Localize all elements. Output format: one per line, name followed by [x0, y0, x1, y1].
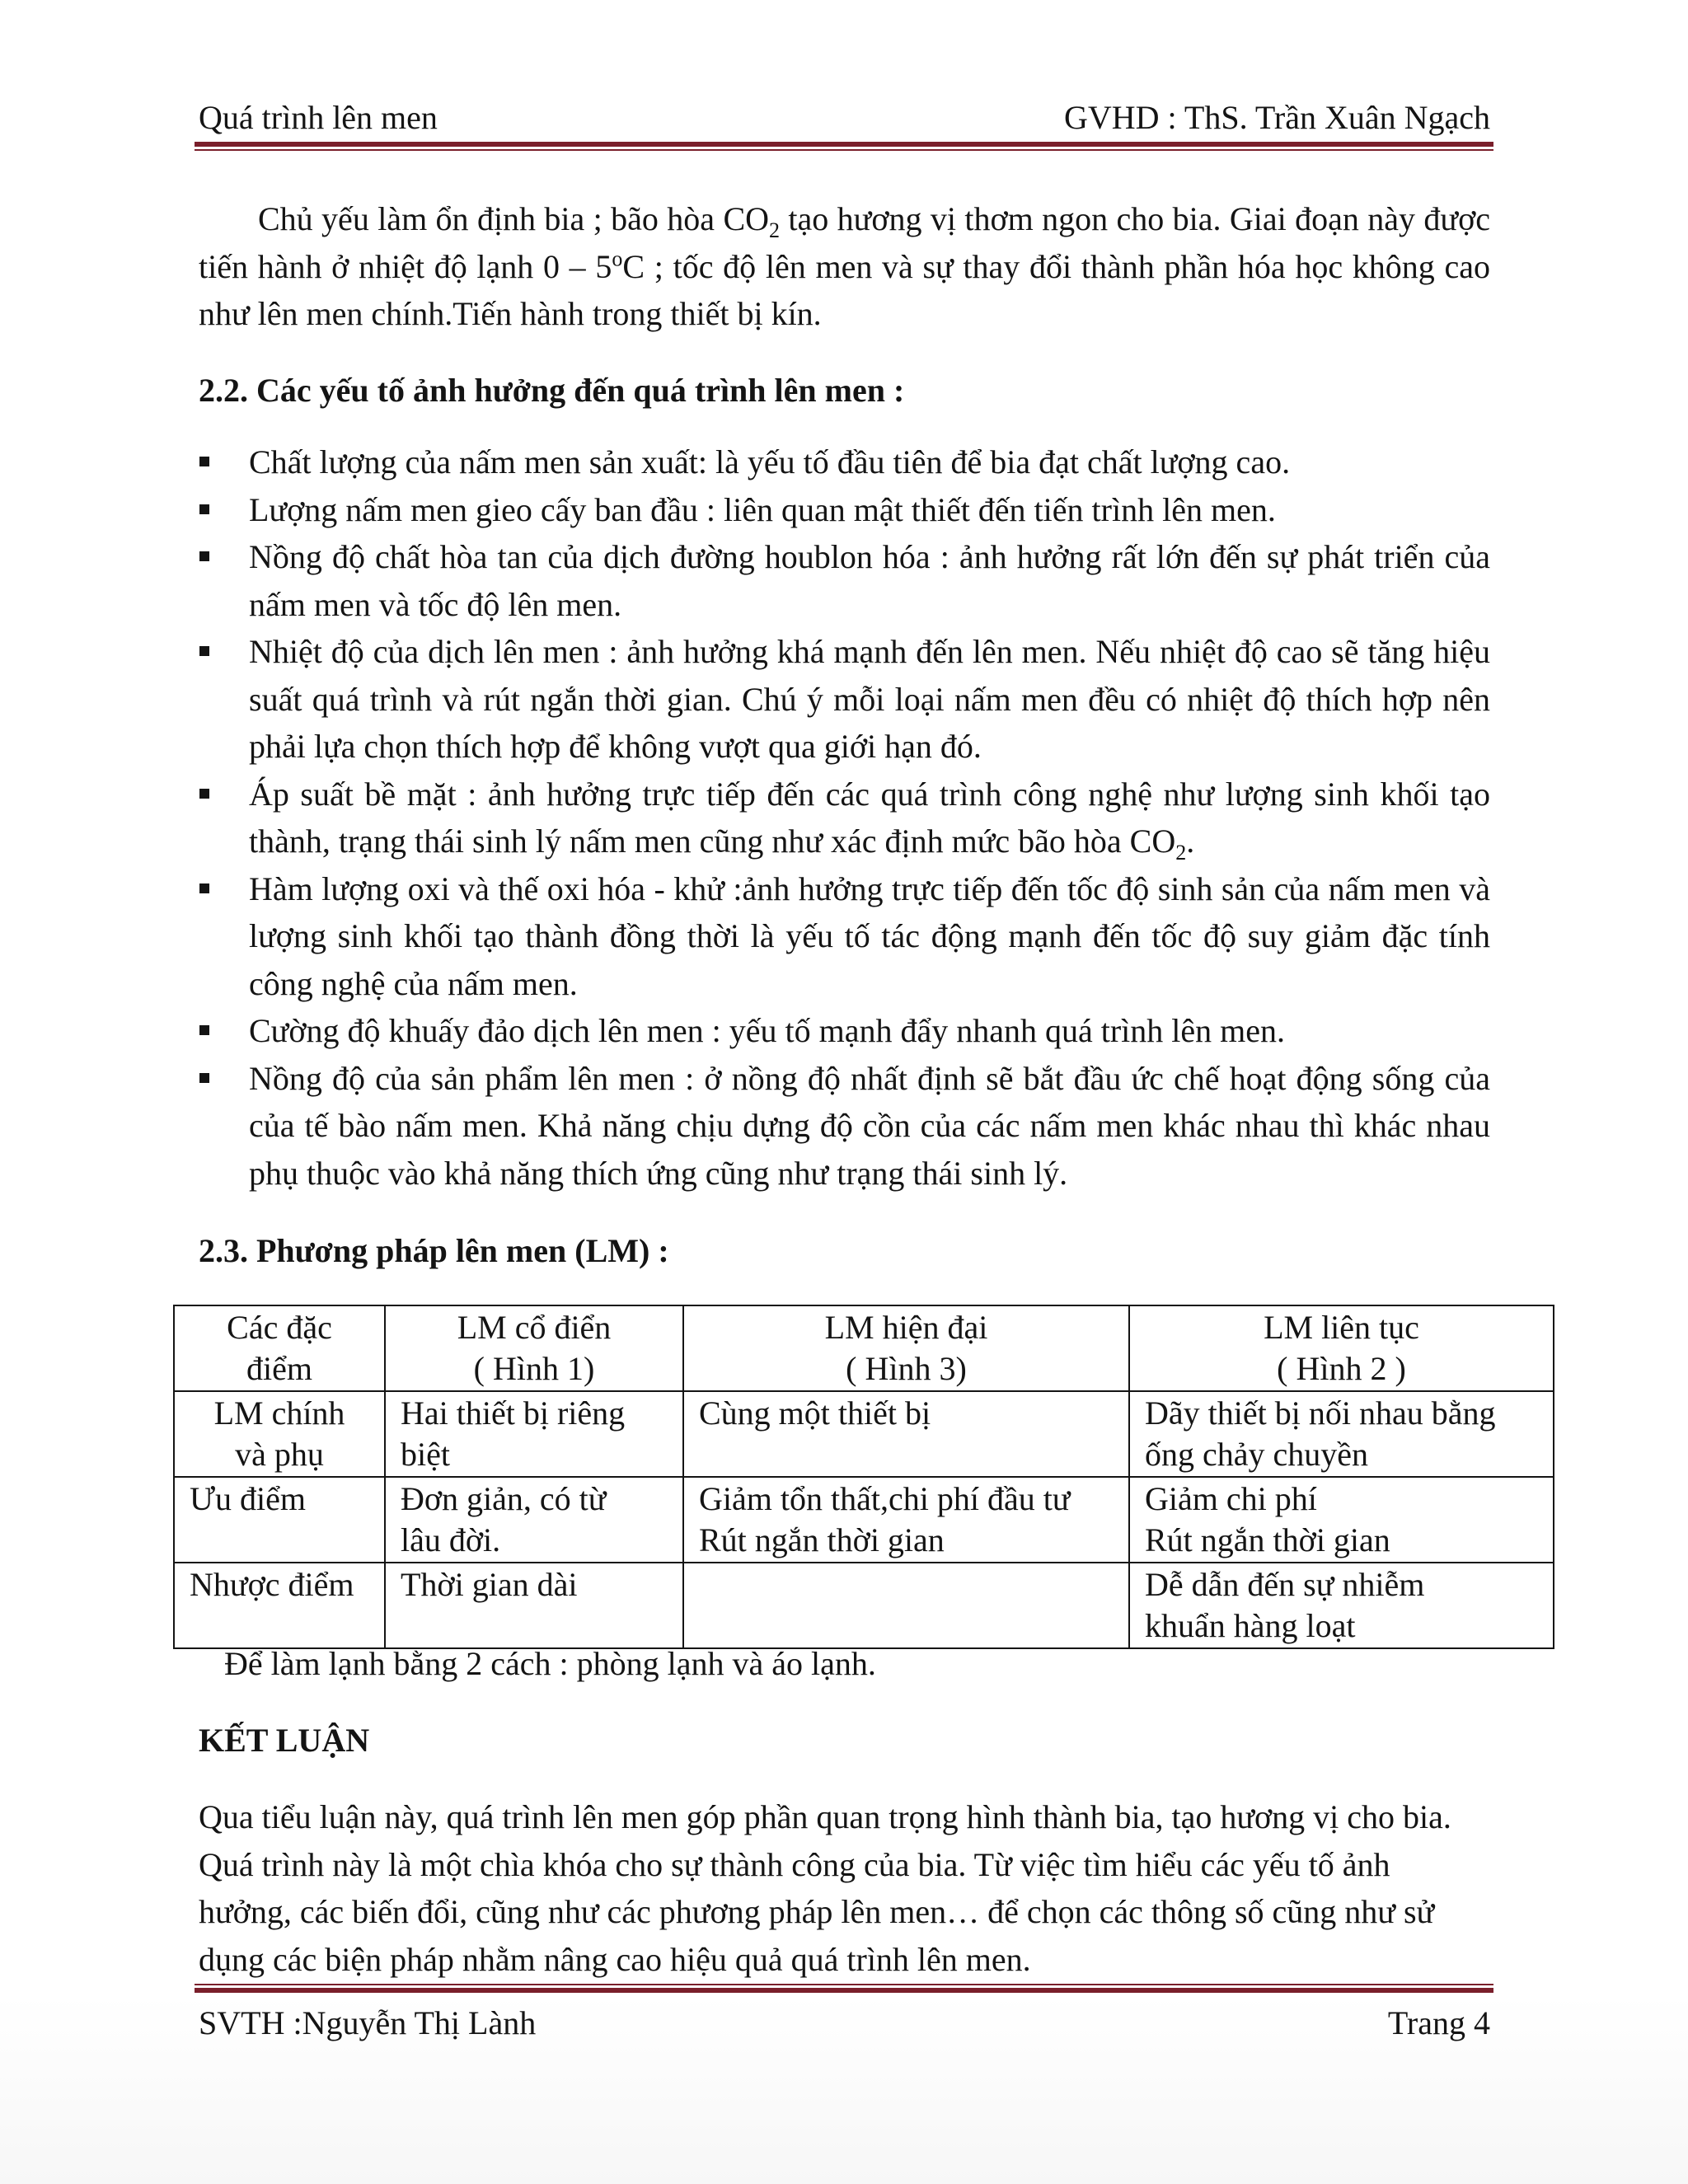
table-row: [174, 1477, 1554, 1563]
list-item: Nồng độ của sản phẩm lên men : ở nồng độ nhất định sẽ bắt đầu ức chế hoạt động sống của của tế bào nấm men. Khả năng chịu dựng độ cồn của các nấm men khác nhau thì khác nhau phụ thuộc vào khả năng thích ứng cũng như trạng thái sinh lý.: [199, 1055, 1490, 1197]
section-2-3: [199, 1227, 1490, 1275]
table-header-row: [174, 1305, 1554, 1391]
table-row: [174, 1391, 1554, 1477]
header-supervisor: GVHD : ThS. Trần Xuân Ngạch: [1063, 99, 1490, 136]
conclusion-title: KẾT LUẬN: [199, 1722, 370, 1759]
section-2-2-title: 2.2. Các yếu tố ảnh hưởng đến quá trình lên men :: [199, 372, 905, 409]
table-row: [174, 1563, 1554, 1648]
intro-paragraph: Chủ yếu làm ổn định bia ; bão hòa $CO_2$ tạo hương vị thơm ngon cho bia. Giai đoạn này được tiến hành ở nhiệt độ lạnh 0 – 5$^o$C ; tốc độ lên men và sự thay đổi thành phần hóa học không cao như lên men chính.Tiến hành trong thiết bị kín.: [199, 200, 1491, 332]
header-document-title: Quá trình lên men: [199, 99, 438, 136]
table-header-cell: LM hiện đại ( Hình 3): [683, 1305, 1129, 1391]
table-cell: [683, 1563, 1129, 1648]
table-cell: Đơn giản, có từ lâu đời.: [385, 1477, 683, 1563]
square-bullet-icon: [199, 1073, 209, 1083]
table-cell: Nhược điểm: [174, 1563, 385, 1648]
footer-rule-thin: [195, 1984, 1493, 1985]
footer-rule-thick: [195, 1988, 1493, 1993]
section-2-3-title: 2.3. Phương pháp lên men (LM) :: [199, 1232, 669, 1269]
list-item: Áp suất bề mặt : ảnh hưởng trực tiếp đến các quá trình công nghệ như lượng sinh khối tạo thành, trạng thái sinh lý nấm men cũng như xác định mức bão hòa $CO_2$.: [199, 771, 1490, 865]
table-cell: Dễ dẫn đến sự nhiễm khuẩn hàng loạt: [1129, 1563, 1554, 1648]
table-cell: Giảm tổn thất,chi phí đầu tư Rút ngắn thời gian: [683, 1477, 1129, 1563]
table-cell: LM chính và phụ: [174, 1391, 385, 1477]
square-bullet-icon: [199, 1025, 209, 1035]
square-bullet-icon: [199, 646, 209, 656]
method-comparison-table: [173, 1305, 1554, 1649]
intro-block: [199, 195, 1490, 338]
list-item: Nhiệt độ của dịch lên men : ảnh hưởng khá mạnh đến lên men. Nếu nhiệt độ cao sẽ tăng hiệu suất quá trình và rút ngắn thời gian. Chú ý mỗi loại nấm men đều có nhiệt độ thích hợp nên phải lựa chọn thích hợp để không vượt qua giới hạn đó.: [199, 628, 1490, 771]
list-item: Lượng nấm men gieo cấy ban đầu : liên quan mật thiết đến tiến trình lên men.: [199, 486, 1490, 534]
conclusion-text: Qua tiểu luận này, quá trình lên men góp phần quan trọng hình thành bia, tạo hương vị cho bia. Quá trình này là một chìa khóa cho sự thành công của bia. Từ việc tìm hiểu các yếu tố ảnh hưởng, các biến đổi, cũng như các phương pháp lên men… để chọn các thông số cũng như sử dụng các biện pháp nhằm nâng cao hiệu quả quá trình lên men.: [199, 1798, 1451, 1978]
page-number: Trang 4: [1387, 2004, 1490, 2041]
section-2-2: [199, 367, 1490, 415]
table-cell: Ưu điểm: [174, 1477, 385, 1563]
square-bullet-icon: [199, 551, 209, 561]
table-cell: Hai thiết bị riêng biệt: [385, 1391, 683, 1477]
table-header-cell: LM cổ điển ( Hình 1): [385, 1305, 683, 1391]
square-bullet-icon: [199, 457, 209, 466]
table-header-cell: Các đặc điểm: [174, 1305, 385, 1391]
table-cell: Cùng một thiết bị: [683, 1391, 1129, 1477]
factor-list: [199, 438, 1490, 1197]
list-item: Chất lượng của nấm men sản xuất: là yếu tố đầu tiên để bia đạt chất lượng cao.: [199, 438, 1490, 486]
square-bullet-icon: [199, 504, 209, 514]
cooling-note: Để làm lạnh bằng 2 cách : phòng lạnh và áo lạnh.: [224, 1645, 876, 1682]
table-cell: Dãy thiết bị nối nhau bằng ống chảy chuyền: [1129, 1391, 1554, 1477]
list-item: Nồng độ chất hòa tan của dịch đường houblon hóa : ảnh hưởng rất lớn đến sự phát triển của nấm men và tốc độ lên men.: [199, 533, 1490, 628]
footer-student: SVTH :Nguyễn Thị Lành: [199, 2004, 537, 2041]
header-rule-thin: [195, 149, 1493, 151]
table-cell: Giảm chi phí Rút ngắn thời gian: [1129, 1477, 1554, 1563]
header-rule-thick: [195, 142, 1493, 147]
list-item: Cường độ khuấy đảo dịch lên men : yếu tố mạnh đẩy nhanh quá trình lên men.: [199, 1007, 1490, 1055]
table-cell: Thời gian dài: [385, 1563, 683, 1648]
table-header-cell: LM liên tục ( Hình 2 ): [1129, 1305, 1554, 1391]
list-item: Hàm lượng oxi và thế oxi hóa - khử :ảnh hưởng trực tiếp đến tốc độ sinh sản của nấm men và lượng sinh khối tạo thành đồng thời là yếu tố tác động mạnh đến tốc độ suy giảm đặc tính công nghệ của nấm men.: [199, 865, 1490, 1008]
square-bullet-icon: [199, 883, 209, 893]
square-bullet-icon: [199, 789, 209, 799]
factor-list-block: [199, 438, 1490, 1197]
